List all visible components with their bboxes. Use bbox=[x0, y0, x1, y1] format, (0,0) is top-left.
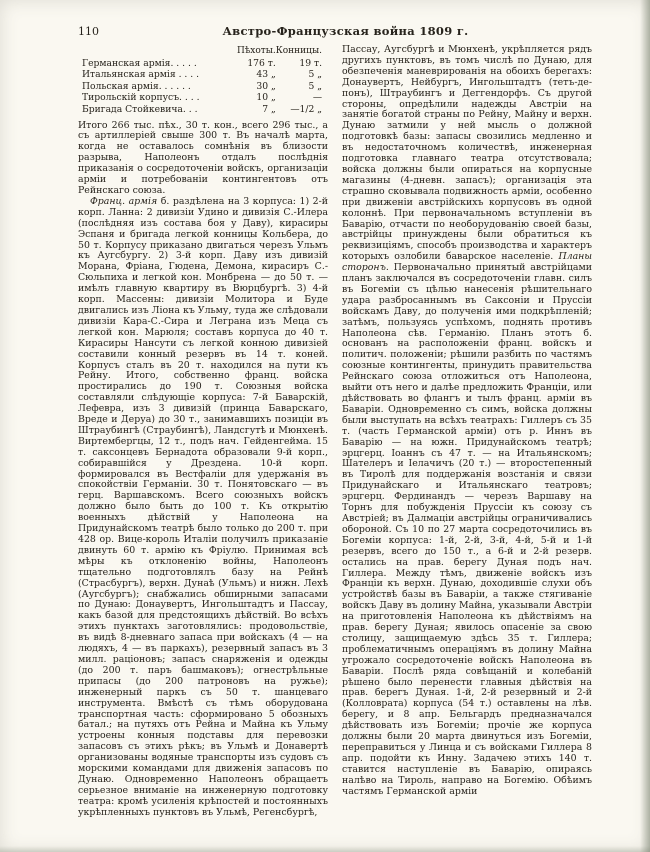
col-header-cavalry: Конницы. bbox=[275, 46, 322, 56]
table-row bbox=[82, 104, 322, 116]
empty-header-cell bbox=[82, 46, 234, 58]
paragraph-lead-italic: Франц. армія bbox=[90, 195, 158, 207]
col-header-infantry: Пѣхоты. bbox=[237, 46, 276, 56]
paragraph-text: Первоначально принятый австрійцами планъ заключался въ сосредоточеніи главн. силъ въ Богеміи съ цѣлью нанесенія рѣшительнаго удара разбросаннымъ въ Саксоніи и Пруссіи войскамъ Даву, до полученія ими подкрѣпленій; затѣмъ, пользуясь успѣхомъ, поднять противъ Наполеона сѣв. Германію. Планъ этотъ б. основанъ на расположеніи франц. войскъ и политич. положеніи; рѣшили разбить по частямъ союзные контингенты, принудить правительства Рейнскаго союза отложиться отъ Наполеона, выйти отъ него и далѣе предложить Франціи, или дѣйствовать во флангъ и тылъ франц. арміи въ Баваріи. Одновременно съ симъ, войска должны были выступать на всѣхъ театрахъ: Гиллеръ съ 35 т. (часть Германской арміи) отъ р. Иннъ въ Баварію — на южн. Придунайскомъ театрѣ; эрцгерц. Іоаннъ съ 47 т. — на Итальянскомъ; Шателеръ и Іелачичъ (20 т.) — второстепенный въ Тиролѣ для поддержанія возстанія и связи Придунайскаго и Итальянскаго театровъ; эрцгерц. Фердинандъ — черезъ Варшаву на Торнъ для побужденія Пруссіи къ союзу съ Австріей; въ Далмаціи австрійцы ограничивались обороной. Съ 10 по 27 марта сосредоточились въ Богеміи корпуса: 1-й, 2-й, 3-й, 4-й, 5-й и 1-й резервъ, всего до 150 т., а 6-й и 2-й резерв. остались на прав. берегу Дуная подъ нач. Гиллера. Между тѣмъ, движеніе войскъ изъ Франціи къ верхн. Дунаю, доходившіе слухи объ устройствѣ базы въ Баваріи, а также стягиваніе войскъ Даву въ долину Майна, указывали Австріи на приготовленія Наполеона къ дѣйствіямъ на прав. берегу Дуная; явилось опасеніе за свою столицу, защищаемую здѣсь 35 т. Гиллера; проблематичнымъ операціямъ въ долину Майна угрожало сосредоточеніе войскъ Наполеона въ Баваріи. Послѣ ряда совѣщаній и колебаній рѣшено было перенести главныя дѣйствія на прав. берегъ Дуная. 1-й, 2-й резервный и 2-й (Колловрата) корпуса (54 т.) оставлены на лѣв. берегу, и 8 апр. Бельгардъ предназначался дѣйствовать изъ Богеміи; прочіе же корпуса должны были 20 марта двинуться изъ Богеміи, переправиться у Линца и съ войсками Гиллера 8 апр. подойти къ Инну. Задачею этихъ 140 т. ставится наступленіе въ Баварію, опираясь налѣво на Тироль, направо на Богемію. Обѣимъ частямъ Германской арміи bbox=[342, 262, 592, 797]
infantry-value: 7 „ bbox=[262, 103, 276, 115]
paragraph-text: Пассау, Аугсбургѣ и Мюнхенѣ, укрѣпляется рядъ другихъ пунктовъ, въ томъ числѣ по Дунаю, для обезпеченія маневрированія на обоихъ берегахъ: Донаувертъ, Нейбургъ, Ингольштадтъ (тетъ-де-понъ), Штраубингъ и Деггендорфъ. Съ другой стороны, опредѣлили надежды Австріи на занятіе богатой страны по Рейну, Майну и верхн. Дунаю затмили у ней мысль о должной подготовкѣ базы: запасы свозились медленно и въ недостаточномъ количествѣ, инженерная подготовка главнаго театра отсутствовала; войска должны были опираться на корпусные магазины (4-дневн. запасъ); организація эта страшно сковывала подвижность арміи, особенно при движеніи австрійскихъ корпусовъ въ одной колоннѣ. При первоначальномъ вступленіи въ Баварію, отчасти по необорудованію своей базы, австрійцы принуждены были обратиться къ реквизиціямъ, способъ производства и характеръ которыхъ озлобили баварское населеніе. bbox=[342, 44, 592, 263]
army-label: Польская армія. . . . . . bbox=[82, 80, 191, 92]
cavalry-value: 19 т. bbox=[299, 57, 322, 69]
table-row bbox=[82, 69, 322, 81]
page-number: 110 bbox=[78, 25, 99, 38]
infantry-value: 176 т. bbox=[247, 57, 276, 69]
cavalry-value: —1/2 „ bbox=[290, 103, 322, 115]
section-lead-italic: Планы сторонъ. bbox=[342, 251, 592, 274]
army-label: Германская армія. . . . . bbox=[82, 57, 197, 69]
army-label: Тирольскій корпусъ. . . . bbox=[82, 92, 200, 104]
scan-edge-shadow bbox=[640, 0, 650, 852]
page-title: Австро-Французская война 1809 г. bbox=[222, 24, 469, 38]
infantry-value: 30 „ bbox=[256, 80, 276, 92]
text-columns bbox=[78, 45, 592, 819]
infantry-value: 10 „ bbox=[256, 92, 276, 104]
table-row bbox=[82, 58, 322, 70]
army-label: Итальянская армія . . . . bbox=[82, 69, 200, 81]
table-row bbox=[82, 81, 322, 93]
scan-bottom-shadow bbox=[0, 846, 650, 852]
paragraph-totals: Итого 266 тыс. пѣх., 30 т. кон., всего 296 тыс., а съ артиллеріей свыше 300 т. Въ началѣ марта, когда не оставалось сомнѣнія въ близости разрыва, Наполеонъ отдалъ послѣднія приказанія о сосредоточеніи войскъ, организаціи арміи и потребованіи контингентовъ отъ Рейнскаго союза. bbox=[78, 119, 328, 196]
army-strength-table bbox=[82, 46, 322, 116]
cavalry-value: 5 „ bbox=[308, 80, 322, 92]
table-row bbox=[82, 92, 322, 104]
cavalry-value: — bbox=[312, 92, 322, 104]
paragraph-continuation bbox=[342, 45, 592, 798]
paragraph-text: б. раздѣлена на 3 корпуса: 1) 2-й корп. Ланна: 2 дивизіи Удино и дивизія С.-Илера (послѣдняя изъ состава боя у Даву), кирасиры Эспаня и бригада легкой конницы Кольбера, до 50 т. Корпусу приказано двигаться черезъ Ульмъ къ Аугсбургу. 2) 3-й корп. Даву изъ дивизій Морана, Фріана, Гюдена, Демона, кирасиръ С.-Сюльпиха и легкой кон. Монбрена — до 50 т. — имѣлъ главную квартиру въ Вюрцбургѣ. 3) 4-й корп. Массены: дивизіи Молитора и Буде двигались изъ Ліона къ Ульму, туда же слѣдовали дивизіи Кара-С.-Сира и Леграна изъ Меца съ легкой кон. Марюля; составъ корпуса до 40 т. Кирасиры Нансути съ легкой конною дивизіей составили конный резервъ въ 14 т. коней. Корпусъ сталъ въ 20 т. находился на пути къ Рейну. Итого, собственно франц. войска простирались до 190 т. Союзныя войска составляли слѣдующіе корпуса: 7-й Баварскій, Лефевра, изъ 3 дивизій (принца Баварскаго, Вреде и Деруа) до 30 т., занимавшихъ позиціи въ Штраубингѣ (Страубингѣ), Ландсгутѣ и Мюнхенѣ. Виртембергцы, 12 т., подъ нач. Гейденгейма. 15 т. саксонцевъ Бернадота образовали 9-й корп., собиравшійся у Дрездена. 10-й корп. формировался въ Вестфаліи для удержанія въ спокойствіи Германіи. 30 т. Понятовскаго — въ герц. Варшавскомъ. Всего союзныхъ войскъ должно было быть до 100 т. Къ открытію военныхъ дѣйствій у Наполеона на Придунайскомъ театрѣ было только до 200 т. при 428 ор. Вице-король Италіи получилъ приказаніе двинуть 60 т. армію къ Фріулю. Принимая всѣ мѣры къ отклоненію войны, Наполеонъ тщательно подготовлялъ базу на Рейнѣ (Страсбургъ), верхн. Дунаѣ (Ульмъ) и нижн. Лехѣ (Аугсбургъ); снабжались обширными запасами по Дунаю: Донаувертъ, Ингольштадтъ и Пассау, какъ базой для предстоящихъ дѣйствій. Во всѣхъ этихъ пунктахъ заготовлялись: продовольствіе, въ видѣ 8-дневнаго запаса при войскахъ (4 — на людяхъ, 4 — въ паркахъ), резервный запасъ въ 3 милл. раціоновъ; запасъ снаряженія и одежды (до 200 т. паръ башмаковъ); огнестрѣльные припасы (до 200 патроновъ на ружье); инженерный паркъ съ 50 т. шанцеваго инструмента. Вмѣстѣ съ тѣмъ оборудована транспортная часть: сформировано 5 обозныхъ батал.; на путяхъ отъ Рейна и Майна къ Ульму устроены конныя подставы для перевозки запасовъ съ этихъ рѣкъ; въ Ульмѣ и Донавертѣ организованы водяные транспорты изъ судовъ съ морскими командами для движенія запасовъ по Дунаю. Одновременно Наполеонъ обращаетъ серьезное вниманіе на инженерную подготовку театра: кромѣ усиленія крѣпостей и постоянныхъ укрѣпленныхъ пунктовъ въ Ульмѣ, Регенсбургѣ, bbox=[78, 195, 329, 818]
cavalry-value: 5 „ bbox=[308, 69, 322, 81]
infantry-value: 43 „ bbox=[256, 69, 276, 81]
page-header bbox=[78, 24, 592, 38]
right-column bbox=[342, 45, 592, 819]
table-header-row bbox=[82, 46, 322, 58]
left-column bbox=[78, 45, 328, 819]
paragraph-french-army bbox=[78, 197, 328, 819]
army-label: Бригада Стойкевича. . . bbox=[82, 103, 198, 115]
